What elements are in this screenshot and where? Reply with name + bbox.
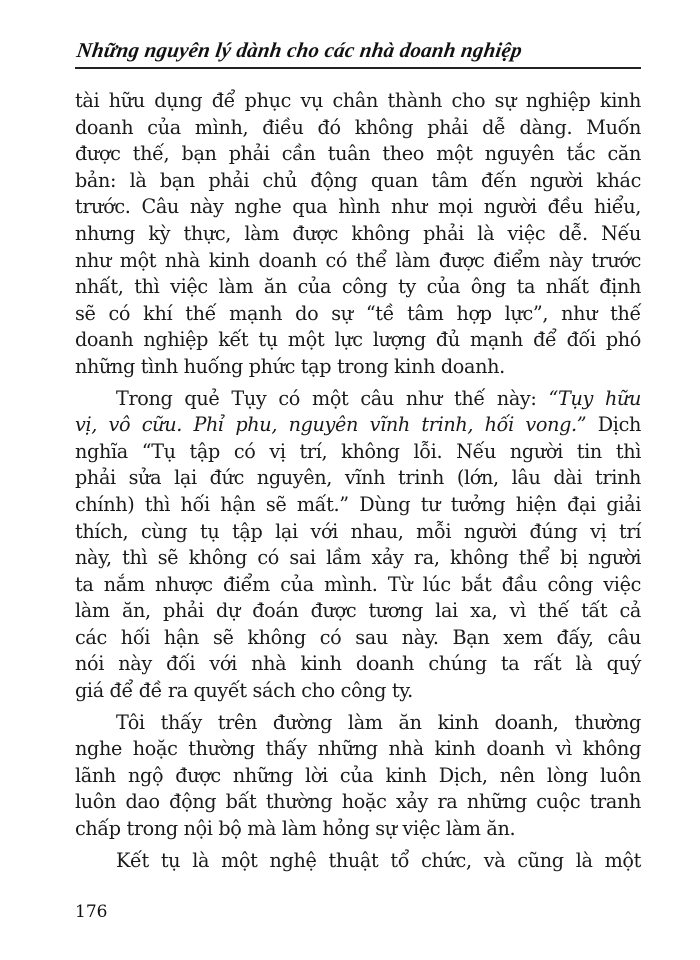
- text-line: những tình huống phức tạp trong kinh doanh.: [75, 354, 505, 378]
- text-run: Dịch: [586, 413, 641, 437]
- text-line: Tôi thấy trên đường làm ăn kinh doanh, thường: [116, 710, 641, 734]
- text-line: sẽ có khí thế mạnh do sự “tề tâm hợp lực”, như thế: [75, 301, 641, 325]
- text-line: tài hữu dụng để phục vụ chân thành cho sự nghiệp kinh: [75, 89, 641, 112]
- text-line: doanh nghiệp kết tụ một lực lượng đủ mạnh để đối phó: [75, 328, 641, 352]
- text-line: nghĩa “Tụ tập có vị trí, không lỗi. Nếu người tin thì: [75, 439, 641, 463]
- italic-quote: “Tụy hữu: [548, 386, 641, 410]
- text-line: bản: là bạn phải chủ động quan tâm đến người khác: [75, 168, 641, 192]
- text-line: chấp trong nội bộ mà làm hỏng sự việc làm ăn.: [75, 817, 516, 841]
- text-line: doanh của mình, điều đó không phải dễ dàng. Muốn: [75, 115, 641, 139]
- text-line: trước. Câu này nghe qua hình như mọi người đều hiểu,: [75, 195, 641, 219]
- text-line: nhất, thì việc làm ăn của công ty của ông ta nhất định: [75, 275, 641, 299]
- text-line: [75, 412, 641, 439]
- text-line: nghe hoặc thường thấy những nhà kinh doanh vì không: [75, 737, 641, 761]
- body-text: [75, 88, 641, 874]
- text-line: được thế, bạn phải cần tuân theo một nguyên tắc căn: [75, 142, 641, 166]
- text-line: phải sửa lại đức nguyên, vĩnh trinh (lớn, lâu dài trinh: [75, 466, 641, 490]
- text-line: ta nắm nhược điểm của mình. Từ lúc bắt đầu công việc: [75, 572, 641, 596]
- running-header-title: Những nguyên lý dành cho các nhà doanh nghiệp: [75, 38, 524, 62]
- page-number: 176: [75, 902, 108, 922]
- text-line: giá để đề ra quyết sách cho công ty.: [75, 679, 413, 703]
- text-line: nhưng kỳ thực, làm được không phải là việc dễ. Nếu: [75, 221, 641, 245]
- text-line: [75, 386, 641, 413]
- text-line: chính) thì hối hận sẽ mất.” Dùng tư tưởng hiện đại giải: [75, 492, 641, 516]
- text-run: Trong quẻ Tụy có một câu như thế này:: [116, 386, 549, 410]
- text-line: như một nhà kinh doanh có thể làm được điểm này trước: [75, 248, 641, 272]
- italic-quote: vị, vô cữu. Phỉ phu, nguyên vĩnh trinh, hối vong.”: [75, 413, 587, 437]
- text-line: luôn dao động bất thường hoặc xảy ra những cuộc tranh: [75, 790, 641, 814]
- paragraph-2: [75, 386, 641, 705]
- text-line: làm ăn, phải dự đoán được tương lai xa, vì thế tất cả: [75, 599, 641, 623]
- paragraph-3: [75, 710, 641, 843]
- header-rule: [75, 67, 641, 69]
- text-line: lãnh ngộ được những lời của kinh Dịch, nên lòng luôn: [75, 763, 641, 787]
- text-line: này, thì sẽ không có sai lầm xảy ra, không thể bị người: [75, 546, 641, 570]
- paragraph-1: [75, 88, 641, 381]
- paragraph-4: [75, 848, 641, 875]
- running-header: [75, 38, 641, 70]
- text-line: Kết tụ là một nghệ thuật tổ chức, và cũng là một: [116, 848, 641, 872]
- text-line: nói này đối với nhà kinh doanh chúng ta rất là quý: [75, 652, 641, 676]
- text-line: các hối hận sẽ không có sau này. Bạn xem đấy, câu: [75, 625, 641, 649]
- text-line: thích, cùng tụ tập lại với nhau, mỗi người đúng vị trí: [75, 519, 641, 543]
